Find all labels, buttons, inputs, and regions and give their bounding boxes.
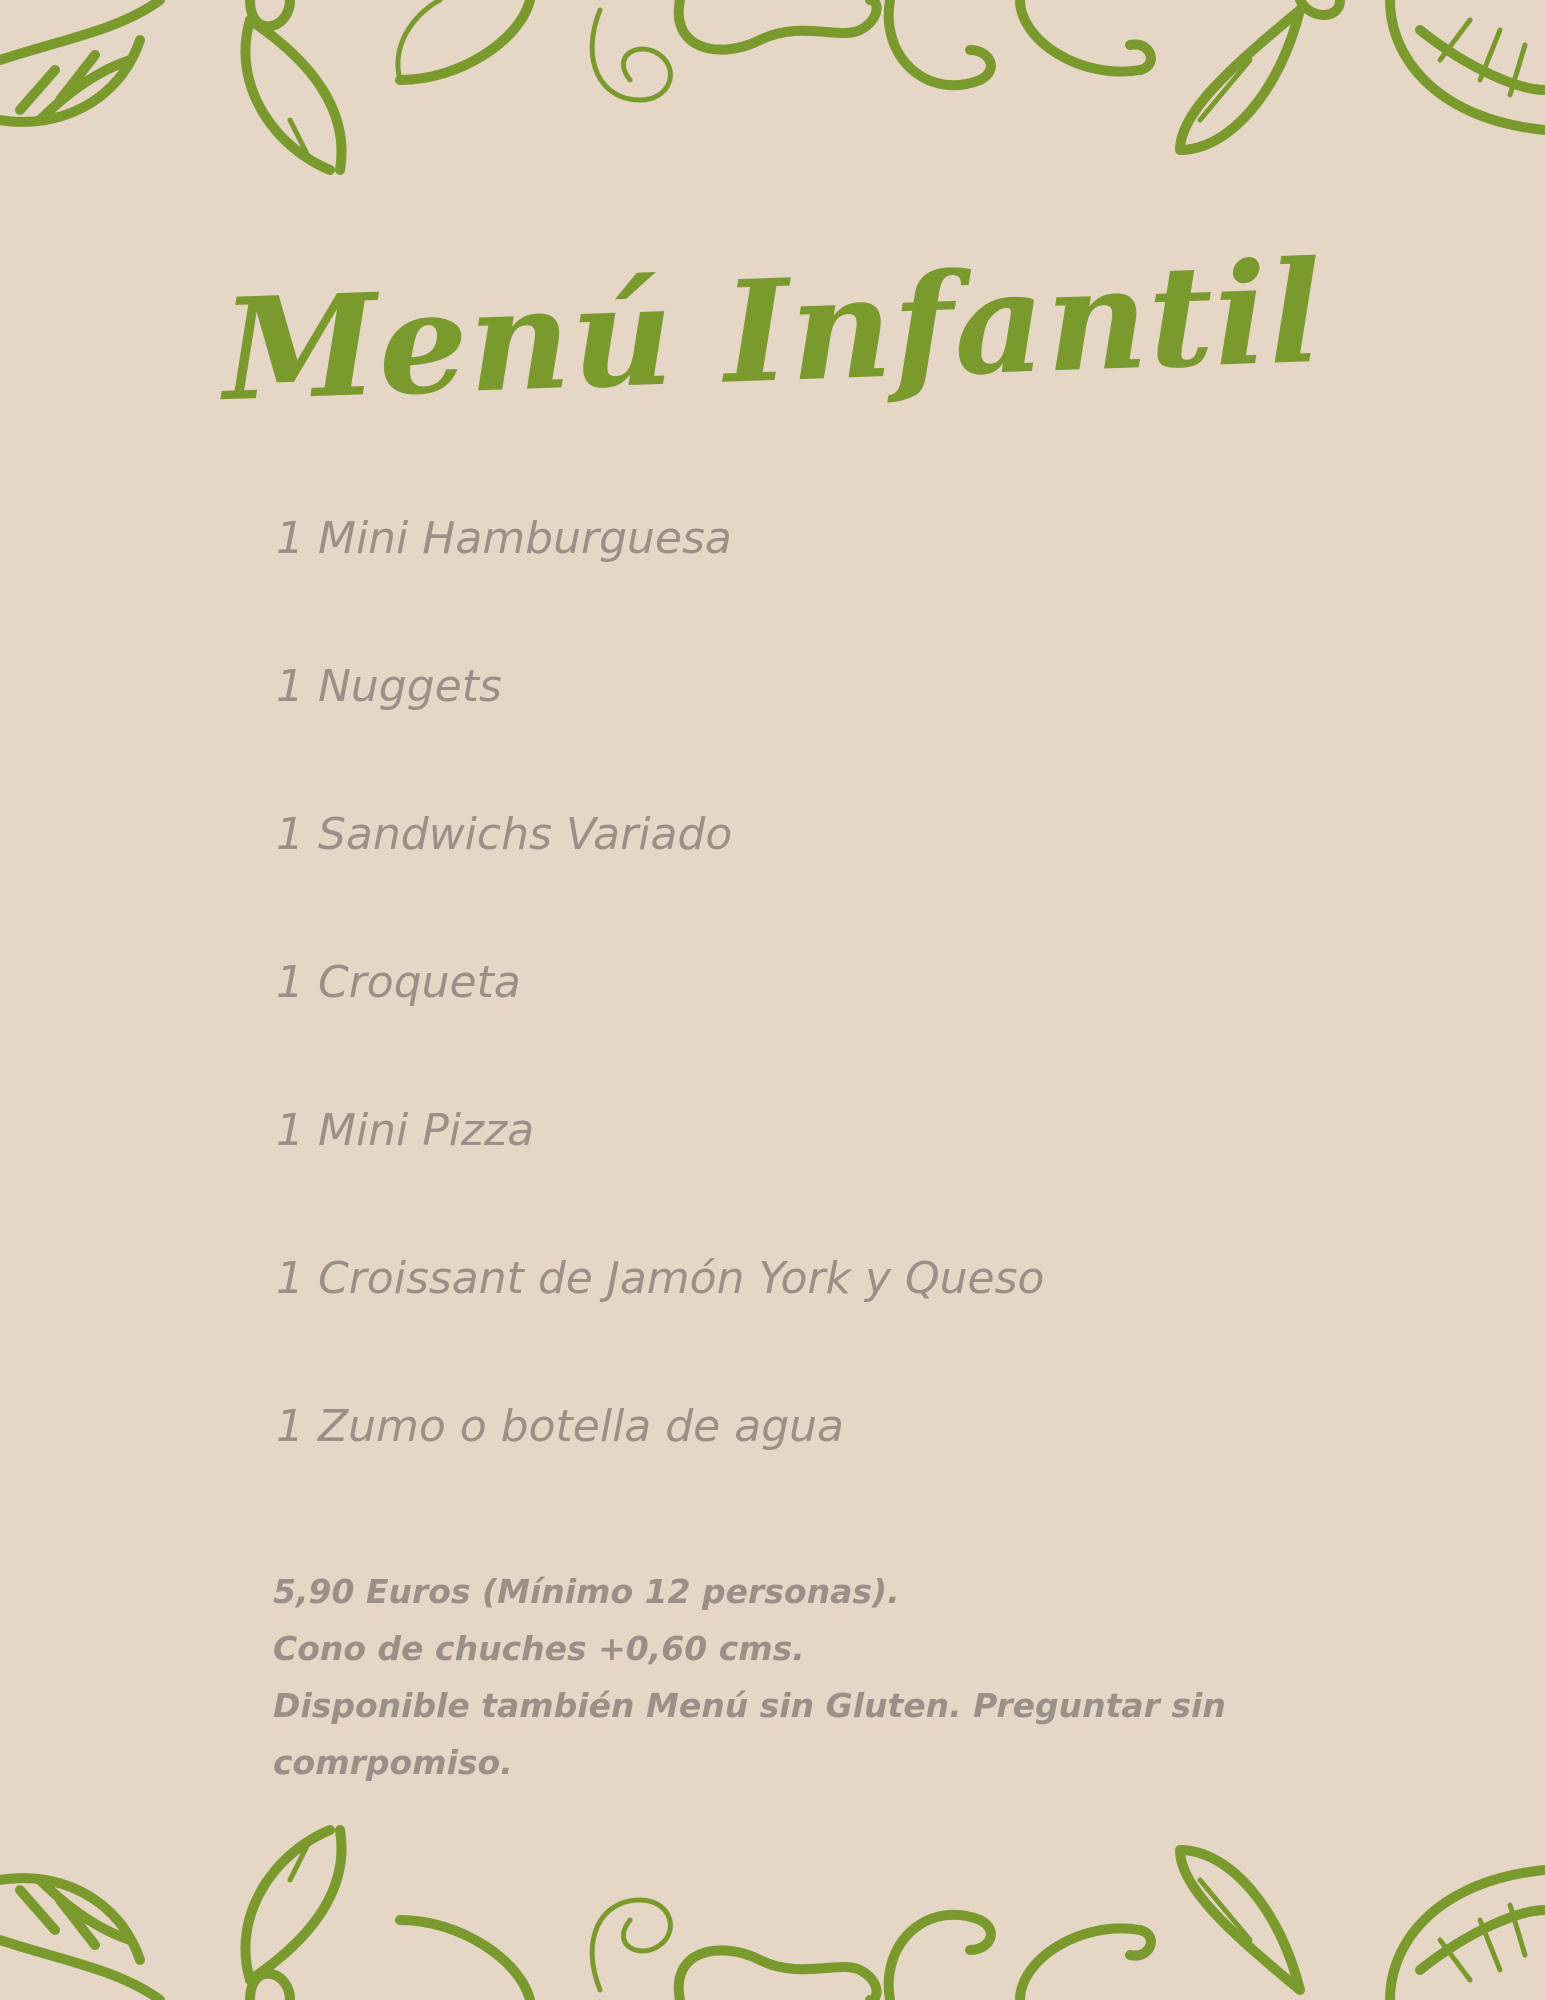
menu-item: 1 Zumo o botella de agua [276,1401,844,1452]
bottom-leaf-ornament [0,1810,1545,2000]
menu-item: 1 Sandwichs Variado [276,809,733,860]
extra-note: Cono de chuches +0,60 cms. [273,1629,805,1668]
menu-title: Menú Infantil [219,230,1326,434]
menu-notes [273,1563,1253,1791]
menu-item-list [276,505,1376,1541]
menu-item: 1 Croqueta [276,957,521,1008]
menu-item: 1 Mini Pizza [276,1105,535,1156]
menu-item: 1 Nuggets [276,661,502,712]
gluten-note: Disponible también Menú sin Gluten. Preguntar sin comrpomiso. [273,1686,1226,1782]
menu-item: 1 Croissant de Jamón York y Queso [276,1253,1045,1304]
top-leaf-ornament [0,0,1545,190]
price-note: 5,90 Euros (Mínimo 12 personas). [273,1572,900,1611]
menu-item: 1 Mini Hamburguesa [276,513,732,564]
